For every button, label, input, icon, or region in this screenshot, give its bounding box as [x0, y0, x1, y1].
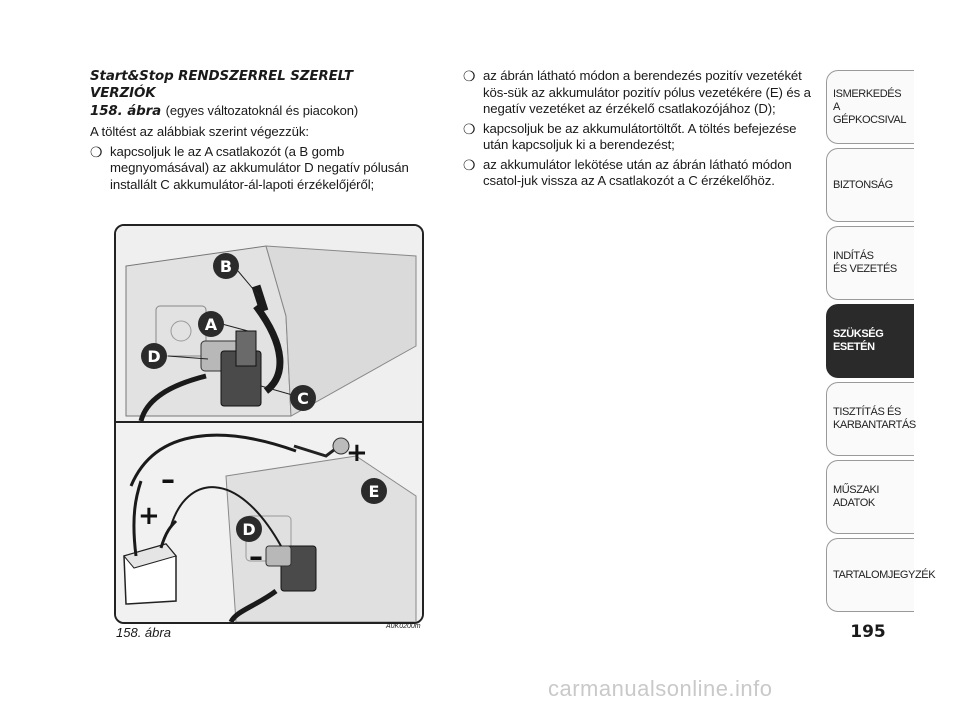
tab-line: MŰSZAKI [833, 484, 880, 496]
bullet-text: kapcsoljuk le az A csatlakozót (a B gomb megnyomásával) az akkumulátor D negatív pólusán installált C akkumulátor-ál-lapoti érzékelőjéről; [110, 143, 409, 192]
bullet-marker: ❍ [463, 68, 476, 84]
tab-line: TISZTÍTÁS ÉS [833, 406, 901, 418]
battery-illustration [116, 226, 422, 622]
list-item [463, 157, 815, 190]
tab-ismerkedes[interactable] [826, 70, 914, 144]
list-item [463, 121, 815, 154]
tab-tisztitas[interactable] [826, 382, 914, 456]
right-column [463, 68, 815, 190]
page-number: 195 [850, 622, 886, 642]
section-heading [90, 68, 420, 120]
left-column [90, 68, 420, 193]
tab-line: ADATOK [833, 497, 875, 509]
bullet-marker: ❍ [463, 120, 476, 137]
label-d-top: D [147, 347, 161, 366]
bullet-marker: ❍ [90, 143, 103, 160]
label-e: E [368, 482, 380, 501]
bullet-text: kapcsoljuk be az akkumulátortöltőt. A töltés befejezése után kapcsoljuk ki a berendezést; [483, 120, 797, 152]
watermark: carmanualsonline.info [548, 676, 773, 701]
svg-text:+: + [346, 438, 368, 468]
tab-line: BIZTONSÁG [833, 178, 893, 191]
tab-line: ÉS VEZETÉS [833, 263, 897, 275]
heading-subtitle: (egyes változatoknál és piacokon) [165, 103, 359, 118]
figure-code: A0K0200m [386, 623, 421, 630]
bullet-text: az akkumulátor lekötése után az ábrán látható módon csatol-juk vissza az A csatlakozót a C érzékelőhöz. [483, 156, 792, 188]
intro-text: A töltést az alábbiak szerint végezzük: [90, 124, 309, 139]
battery-charging-figure [114, 224, 424, 624]
tab-line: KARBANTARTÁS [833, 419, 916, 431]
list-item [90, 144, 420, 194]
heading-main: Start&Stop RENDSZERREL SZERELT VERZIÓK [90, 69, 353, 101]
tab-szukseg-eseten[interactable] [826, 304, 914, 378]
bullet-marker: ❍ [463, 156, 476, 173]
svg-text:–: – [249, 540, 263, 573]
heading-figure-ref: 158. ábra [90, 104, 162, 119]
label-d-bottom: D [242, 520, 256, 539]
tab-line: TARTALOMJEGYZÉK [833, 568, 936, 581]
label-c: C [297, 389, 309, 408]
label-a: A [204, 315, 218, 334]
label-b: B [219, 257, 233, 276]
tab-inditas[interactable] [826, 226, 914, 300]
list-item [463, 68, 815, 118]
svg-text:+: + [138, 501, 160, 531]
svg-text:–: – [161, 463, 175, 496]
bullet-text: az ábrán látható módon a berendezés pozitív vezetékét kös-sük az akkumulátor pozitív pólus vezetékére (E) és a negatív vezetéket az érzékelő csatlakozójához (D); [483, 68, 811, 116]
tab-line: A GÉPKOCSIVAL [833, 100, 907, 126]
figure-caption: 158. ábra [116, 625, 171, 640]
tab-line: ESETÉN [833, 341, 875, 353]
tab-line: SZÜKSÉG [833, 328, 884, 340]
tab-biztonsag[interactable] [826, 148, 914, 222]
tab-line: ISMERKEDÉS [833, 87, 902, 100]
tab-muszaki-adatok[interactable] [826, 460, 914, 534]
tab-tartalomjegyzek[interactable] [826, 538, 936, 612]
tab-line: INDÍTÁS [833, 250, 874, 262]
